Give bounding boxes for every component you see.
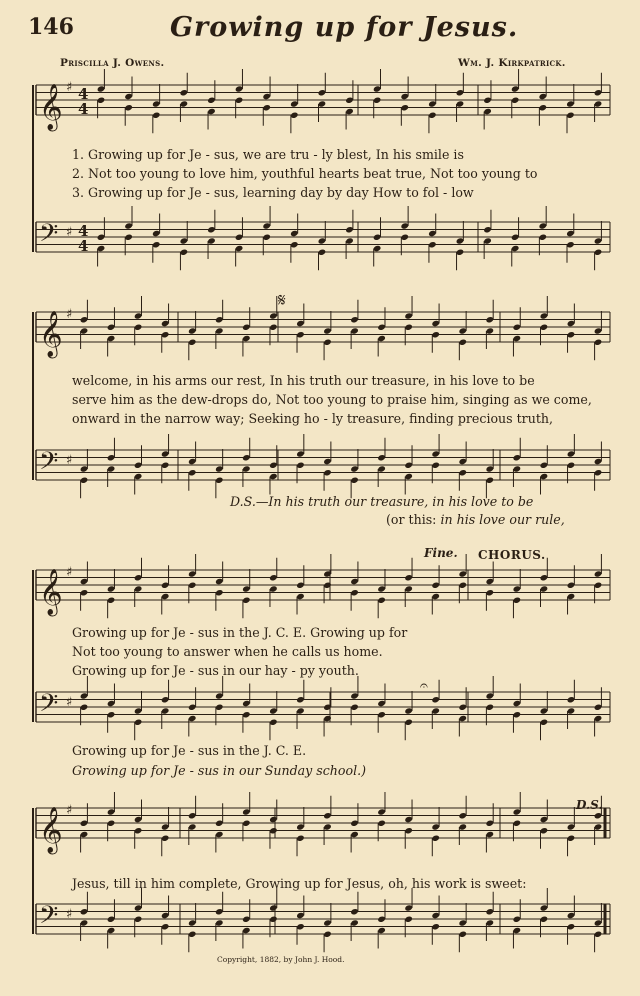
lyric-s2-alt-line [386, 512, 565, 527]
bass-clef: 𝄢 [39, 447, 59, 482]
lyric-s2-verse3: onward in the narrow way; Seeking ho - ly treasure, finding precious truth, [72, 411, 553, 426]
lyric-s2-verse1: welcome, in his arms our rest, In his truth our treasure, in his love to be [72, 373, 535, 388]
lyric-s2-ds-line [230, 494, 533, 509]
treble-clef: 𝄞 [39, 569, 63, 615]
bass-clef: 𝄢 [39, 219, 59, 254]
key-sharp: ♯ [66, 907, 73, 922]
bass-clef: 𝄢 [39, 689, 59, 724]
page-number: 146 [28, 14, 74, 40]
hymn-title: Growing up for Jesus. [170, 12, 519, 43]
lyricist-credit: Priscilla J. Owens. [60, 57, 165, 69]
key-sharp: ♯ [66, 453, 73, 468]
copyright-notice: Copyright, 1882, by John J. Hood. [217, 955, 345, 964]
time-signature: 4 [78, 237, 89, 255]
fermata-sign: 𝄐 [420, 678, 428, 694]
key-sharp: ♯ [66, 307, 73, 322]
lyric-s2-verse2: serve him as the dew-drops do, Not too young to praise him, singing as we come, [72, 392, 592, 407]
lyric-s1-verse3: 3. Growing up for Je - sus, learning day by day How to fol - low [72, 185, 474, 200]
alt-line-text: in his love our rule, [440, 512, 565, 527]
lyric-s3-verse1: Growing up for Je - sus in the J. C. E. Growing up for [72, 625, 408, 640]
key-sharp: ♯ [66, 225, 73, 240]
lyric-s3-bass-line: Growing up for Je - sus in the J. C. E. [72, 743, 307, 758]
lyric-s1-verse2: 2. Not too young to love him, youthful hearts beat true, Not too young to [72, 166, 538, 181]
ds-mark: D.S. [576, 798, 603, 812]
lyric-s1-verse1: 1. Growing up for Je - sus, we are tru - ly blest, In his smile is [72, 147, 464, 162]
key-sharp: ♯ [66, 803, 73, 818]
chorus-label: CHORUS. [478, 548, 546, 562]
lyric-s4-verse1: Jesus, till in him complete, Growing up for Jesus, oh, his work is sweet: [72, 876, 527, 891]
key-sharp: ♯ [66, 695, 73, 710]
time-signature: 4 [78, 85, 89, 103]
lyric-s3-bass-alt: Growing up for Je - sus in our Sunday school.) [72, 763, 367, 778]
bass-clef: 𝄢 [39, 901, 59, 936]
composer-credit: Wm. J. Kirkpatrick. [458, 57, 566, 69]
alt-line-prefix: (or this: [386, 512, 441, 527]
key-sharp: ♯ [66, 565, 73, 580]
treble-clef: 𝄞 [39, 807, 63, 853]
treble-clef: 𝄞 [39, 311, 63, 357]
lyric-s3-verse3: Growing up for Je - sus in our hay - py youth. [72, 663, 359, 678]
lyric-s3-verse2: Not too young to answer when he calls us home. [72, 644, 383, 659]
time-signature: 4 [78, 100, 89, 118]
time-signature: 4 [78, 222, 89, 240]
fine-mark: Fine. [424, 546, 458, 560]
segno-sign: 𝄋 [278, 290, 286, 311]
key-sharp: ♯ [66, 80, 73, 95]
ds-line-text: D.S.—In his truth our treasure, in his love to be [230, 494, 534, 509]
treble-clef: 𝄞 [39, 84, 63, 130]
